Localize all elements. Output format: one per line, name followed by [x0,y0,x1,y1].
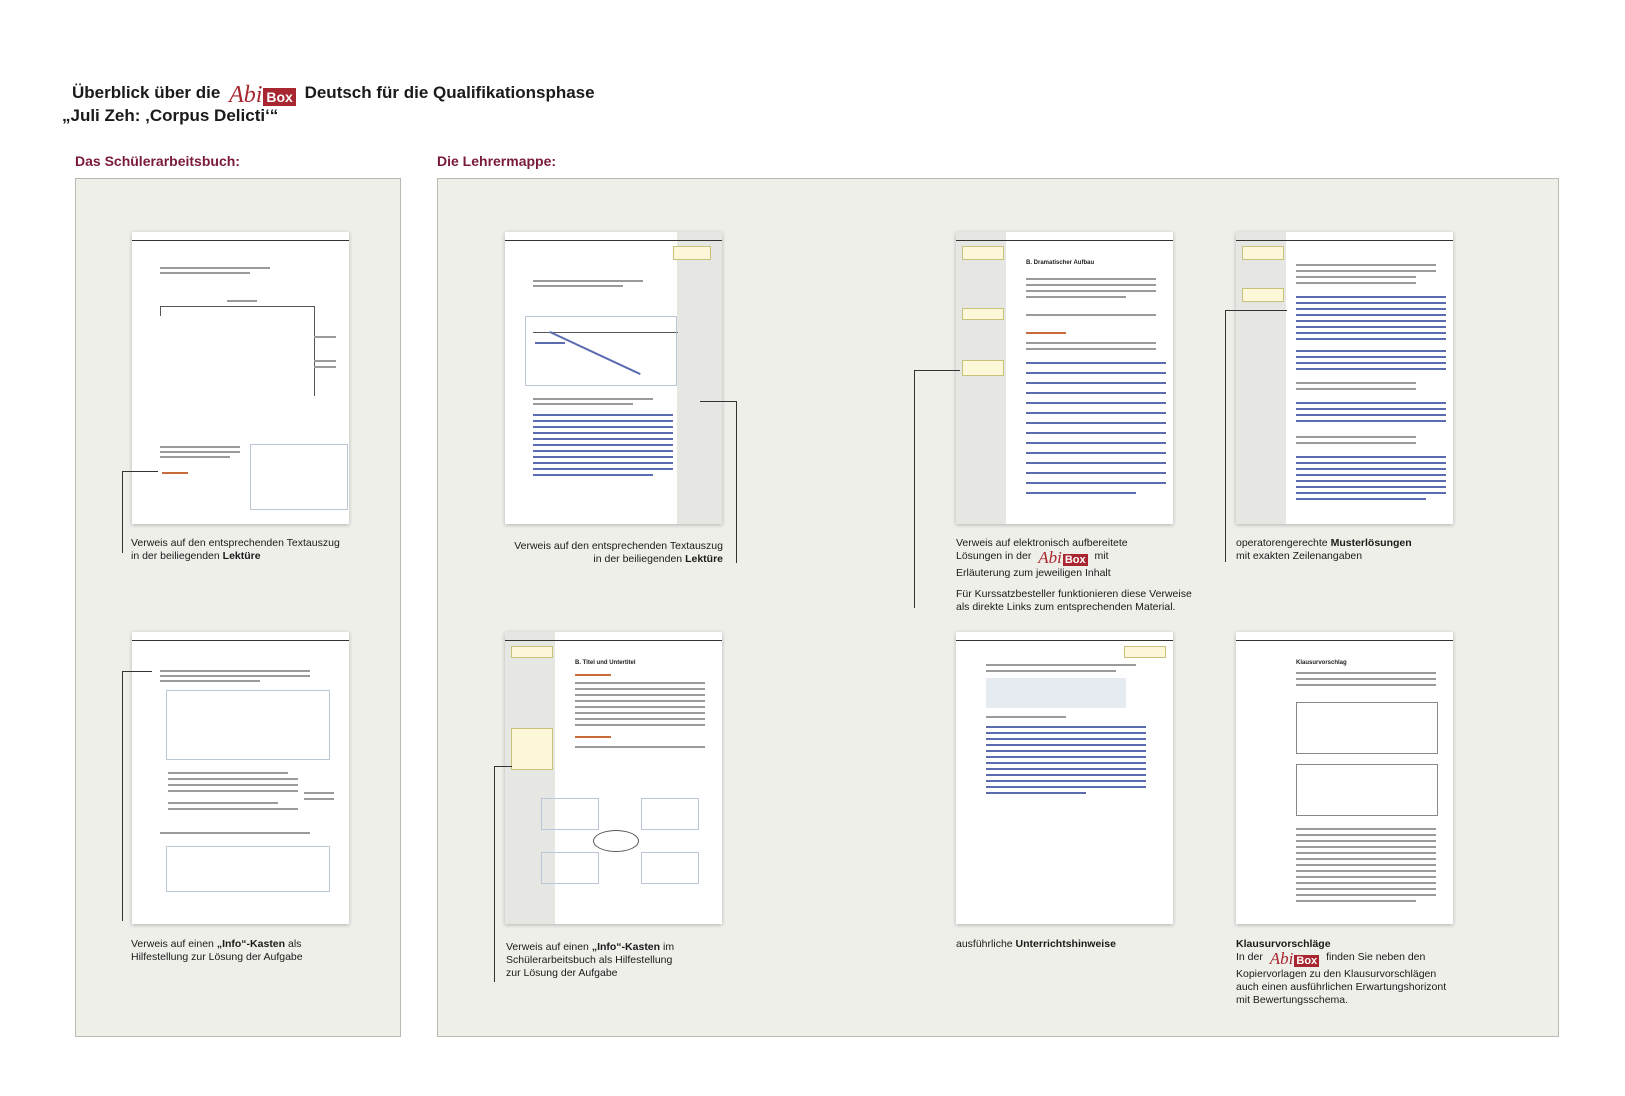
caption-lehrer-klausur: Klausurvorschläge In der Abi Box finden Sie neben den Kopiervorlagen zu den Klausurvorschlägen auch einen ausführlichen Erwartungshorizont mit Bewertungsschema. [1236,938,1447,1006]
schueler-page-2 [132,632,349,924]
section-title-schueler: Das Schülerarbeitsbuch: [75,153,240,169]
lehrer-page-1 [505,232,722,524]
caption-lehrer-textauszug: Verweis auf den entsprechenden Textauszug in der beiliegenden Lektüre [514,540,723,565]
schueler-page-1 [132,232,349,524]
page-heading: Klausurvorschlag [1296,660,1347,666]
abibox-logo: Abi Box [229,82,296,109]
page-title [72,82,595,109]
caption-lehrer-unterrichtshinweise: ausführliche Unterrichtshinweise [956,938,1116,950]
page-subtitle: „Juli Zeh: ‚Corpus Delicti‘“ [62,106,279,125]
caption-lehrer-musterloesungen: operatorengerechte Musterlösungen mit exakten Zeilenangaben [1236,537,1412,562]
caption-lehrer-info: Verweis auf einen „Info“-Kasten im Schülerarbeitsbuch als Hilfestellung zur Lösung der Aufgabe [506,941,675,979]
caption-schueler-info: Verweis auf einen „Info“-Kasten als Hilfestellung zur Lösung der Aufgabe [131,938,303,963]
page-heading: B. Titel und Untertitel [575,660,636,666]
lehrer-page-3 [956,232,1173,524]
section-title-lehrer: Die Lehrermappe: [437,153,557,169]
abibox-logo-small: Abi Box [1038,548,1086,567]
page-heading: B. Dramatischer Aufbau [1026,260,1095,266]
caption-lehrer-abibox: Verweis auf elektronisch aufbereitete Lösungen in der Abi Box mit Erläuterung zum jeweiligen Inhalt Für Kurssatzbesteller funktionieren diese Verweise als direkte Links zum entsprechenden Material. [956,537,1192,613]
lehrer-page-5 [505,632,722,924]
caption-schueler-textauszug: Verweis auf den entsprechenden Textauszug in der beiliegenden Lektüre [131,537,340,562]
title-prefix: Überblick über die [72,83,221,102]
abibox-logo-small: Abi Box [1269,949,1318,968]
title-suffix: Deutsch für die Qualifikationsphase [304,83,595,102]
lehrer-page-6 [956,632,1173,924]
lehrer-page-7 [1236,632,1453,924]
lehrer-page-4 [1236,232,1453,524]
